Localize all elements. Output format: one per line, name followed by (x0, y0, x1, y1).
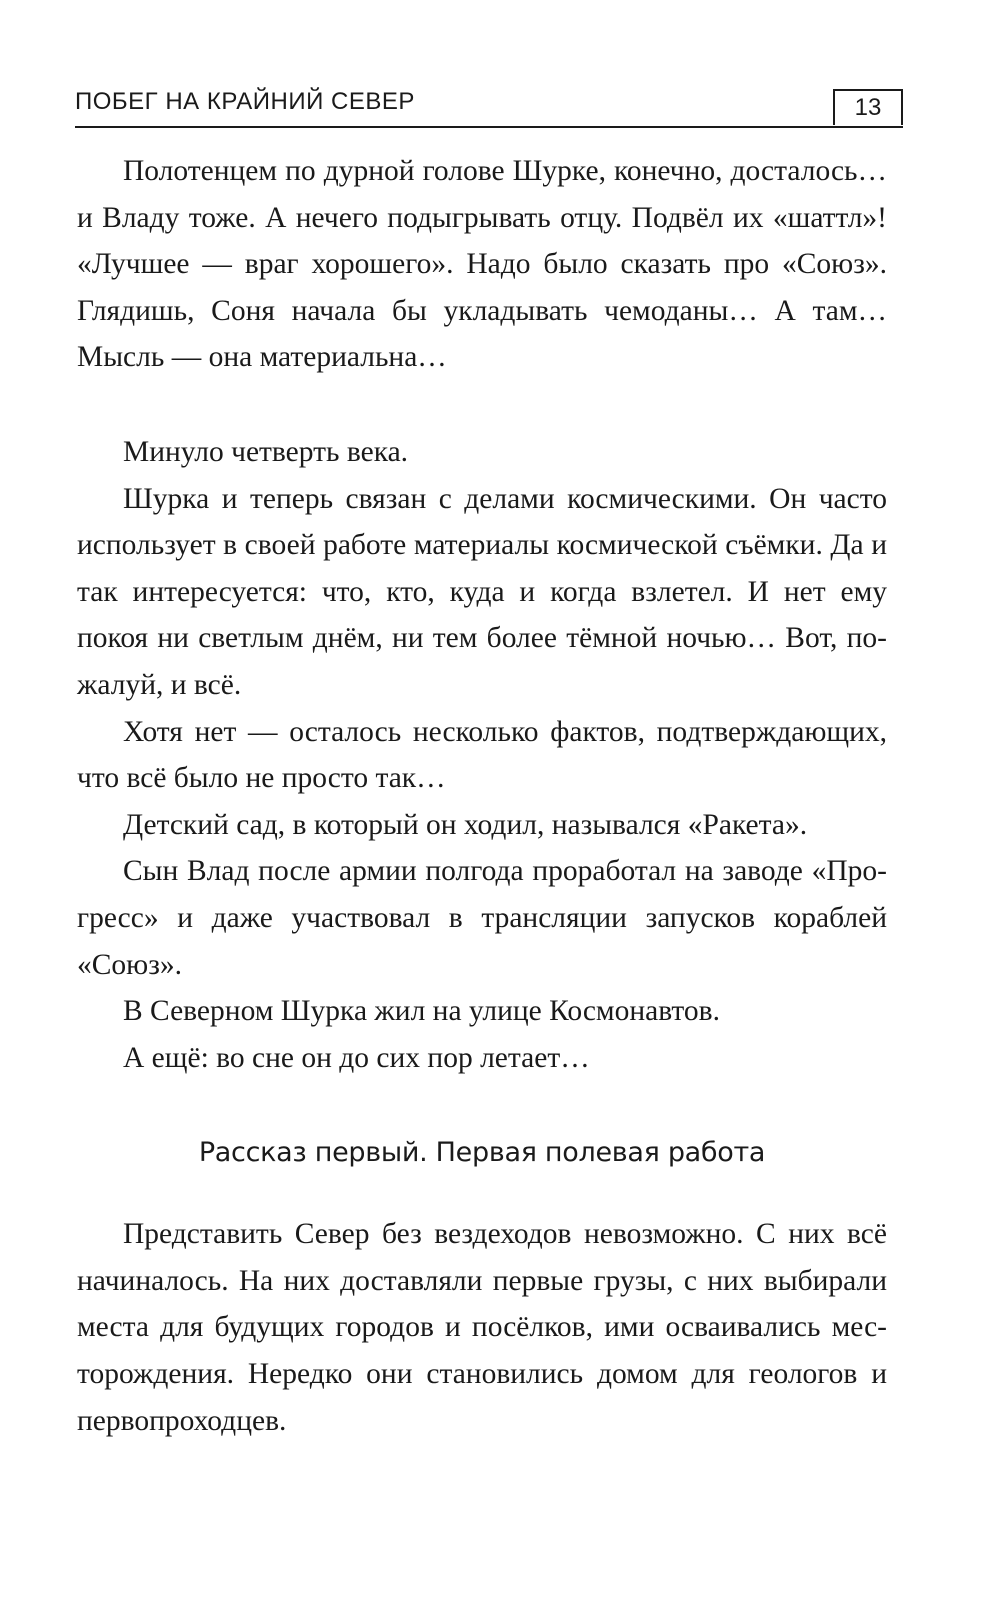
running-header (75, 82, 903, 128)
page-number: 13 (833, 89, 903, 125)
paragraph: Шурка и теперь связан с делами космическими. Он часто использует в своей работе материалы космической съёмки. Да и так интересуется: что, кто, куда и когда взлетел. И нет ему покоя ни светлым днём, ни тем более тёмной ночью… Вот, пожалуй, и всё. (77, 482, 887, 701)
paragraph: Минуло четверть века. (123, 435, 409, 468)
section-break (77, 381, 887, 429)
paragraph: А ещё: во сне он до сих пор летает… (123, 1041, 590, 1074)
running-title: ПОБЕГ НА КРАЙНИЙ СЕВЕР (75, 88, 415, 115)
paragraph: Детский сад, в который он ходил, назывался «Ракета». (123, 808, 808, 841)
page-content (77, 148, 887, 1444)
paragraph: Представить Север без вездеходов невозможно. С них всё начиналось. На них доставляли первые грузы, с них выбирали места для будущих городов и посёлков, ими осваивались месторождения. Нередко они становились домом для геологов и первопроходцев. (77, 1218, 887, 1437)
story-title: Рассказ первый. Первая полевая работа (198, 1137, 766, 1169)
paragraph: Полотенцем по дурной голове Шурке, конечно, досталось… и Владу тоже. А нечего подыгрывать отцу. Подвёл их «шаттл»! «Лучшее — враг хорошего». Надо было сказать про «Союз». Глядишь, Соня начала бы укладывать чемоданы… А там… Мысль — она материальна… (77, 155, 887, 374)
paragraph: Сын Влад после армии полгода проработал на заводе «Прогресс» и даже участвовал в трансляции запусков кораблей «Союз». (77, 855, 887, 981)
paragraph: В Северном Шурка жил на улице Космонавтов. (123, 995, 720, 1028)
paragraph: Хотя нет — осталось несколько фактов, подтверждающих, что всё было не просто так… (77, 715, 887, 795)
